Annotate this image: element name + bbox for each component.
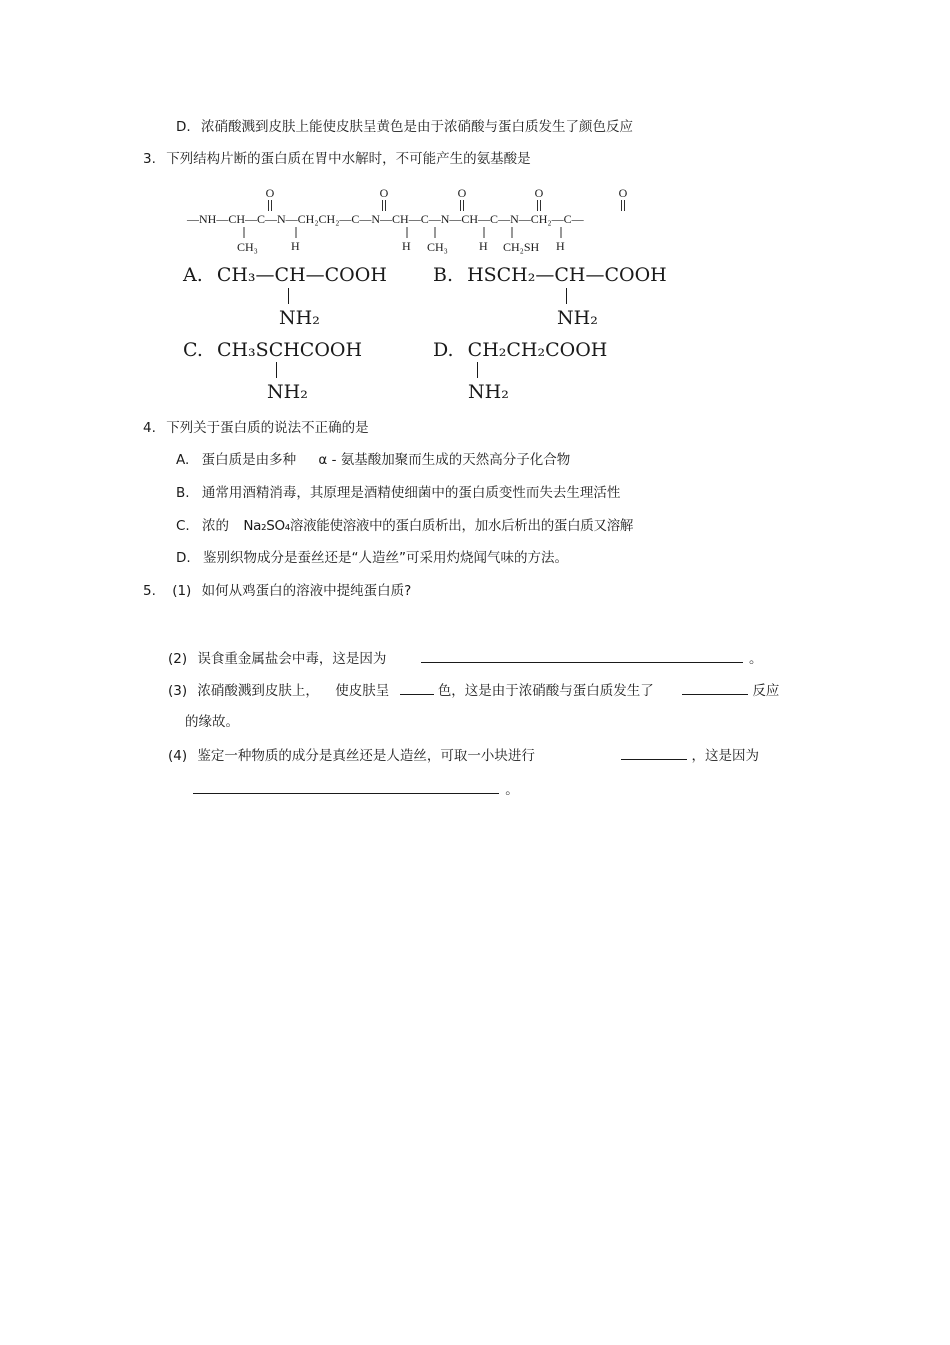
svg-text:O: O: [379, 186, 389, 200]
bond-line: [477, 362, 478, 378]
option-letter: A.: [183, 264, 203, 286]
formula-main: CH₃—CH—COOH: [216, 264, 387, 286]
svg-text:H: H: [479, 239, 488, 253]
q4-option-a: [176, 451, 570, 469]
part-number: (2): [168, 651, 188, 667]
sentence-end: 。: [505, 782, 519, 798]
part-text: 浓硝酸溅到皮肤上，: [197, 683, 319, 699]
option-letter: B.: [176, 485, 190, 501]
question-text: 下列关于蛋白质的说法不正确的是: [166, 420, 369, 436]
q3-option-b-sub: NH₂: [557, 307, 598, 329]
q3-option-a: [183, 263, 387, 287]
formula-main: HSCH₂—CH—COOH: [467, 264, 667, 286]
part-text-2: 使皮肤呈: [335, 683, 390, 699]
option-letter: C.: [176, 518, 190, 534]
part-text-4: 反应: [752, 683, 780, 699]
part-number: (3): [168, 683, 188, 699]
part-text-3: 色，这是由于浓硝酸与蛋白质发生了: [437, 683, 654, 699]
part-number: (4): [168, 748, 188, 764]
option-text: 浓硝酸溅到皮肤上能使皮肤呈黄色是由于浓硝酸与蛋白质发生了颜色反应: [200, 119, 633, 135]
svg-text:—NH—CH—C—N—CH₂CH₂—C—N—CH—C—N—C: —NH—CH—C—N—CH₂CH₂—C—N—CH—C—N—CH—C—N—CH₂—C—: [187, 212, 584, 226]
option-letter: D.: [176, 119, 191, 135]
question-3-stem: [143, 150, 531, 168]
part-text: 误食重金属盐会中毒，这是因为: [197, 651, 387, 667]
bond-line: [566, 288, 567, 304]
svg-text:CH₃: CH₃: [237, 240, 258, 254]
bond-line: [288, 288, 289, 304]
option-letter: C.: [183, 339, 203, 361]
svg-text:O: O: [534, 186, 544, 200]
answer-blank-method[interactable]: [621, 745, 687, 760]
svg-text:H: H: [556, 239, 565, 253]
svg-text:CH₂SH: CH₂SH: [503, 240, 540, 254]
part-number: (1): [172, 583, 192, 599]
option-text: 浓的: [202, 518, 230, 534]
option-letter: A.: [176, 452, 190, 468]
bond-line: [276, 362, 277, 378]
q3-option-b: [433, 263, 667, 287]
question-5-part-4: [168, 745, 759, 765]
option-text-cont: α - 氨基酸加聚而生成的天然高分子化合物: [318, 452, 571, 468]
part-text-2: ，这是因为: [691, 748, 760, 764]
svg-text:H: H: [291, 239, 300, 253]
question-text: 下列结构片断的蛋白质在胃中水解时，不可能产生的氨基酸是: [166, 151, 531, 167]
option-text-cont: Na₂SO₄溶液能使溶液中的蛋白质析出，加水后析出的蛋白质又溶解: [243, 518, 634, 534]
q3-option-d: [433, 338, 607, 362]
question-number: 5.: [143, 583, 156, 599]
answer-blank-reaction[interactable]: [682, 680, 748, 695]
svg-text:O: O: [618, 186, 628, 200]
question-5-part-3-cont: 的缘故。: [185, 714, 239, 730]
svg-text:H: H: [402, 239, 411, 253]
svg-text:O: O: [457, 186, 467, 200]
q3-option-d-sub: NH₂: [468, 381, 509, 403]
option-letter: B.: [433, 264, 454, 286]
option-letter: D.: [176, 550, 191, 566]
question-4-stem: [143, 419, 369, 437]
svg-text:CH₃: CH₃: [427, 240, 448, 254]
option-text: 通常用酒精消毒，其原理是酒精使细菌中的蛋白质变性而失去生理活性: [201, 485, 621, 501]
answer-blank[interactable]: [421, 648, 743, 663]
question-5-part-3: [168, 680, 779, 700]
option-letter: D.: [433, 339, 454, 361]
option-text: 蛋白质是由多种: [201, 452, 297, 468]
q3-option-a-sub: NH₂: [279, 307, 320, 329]
answer-blank-reason[interactable]: [193, 779, 499, 794]
formula-main: CH₂CH₂COOH: [467, 339, 608, 361]
option-text: 鉴别织物成分是蚕丝还是“人造丝”可采用灼烧闻气味的方法。: [202, 550, 568, 566]
part-text: 鉴定一种物质的成分是真丝还是人造丝，可取一小块进行: [197, 748, 535, 764]
q3-option-c-sub: NH₂: [267, 381, 308, 403]
svg-text:O: O: [265, 186, 275, 200]
question-5-part-1: [143, 582, 411, 600]
q4-option-b: [176, 484, 620, 502]
question-number: 4.: [143, 420, 156, 436]
answer-blank-color[interactable]: [400, 680, 434, 695]
sentence-end: 。: [749, 651, 763, 667]
part-text: 如何从鸡蛋白的溶液中提纯蛋白质?: [201, 583, 412, 599]
question-number: 3.: [143, 151, 156, 167]
question-5-part-2: [168, 648, 763, 668]
protein-fragment-structure: [185, 182, 655, 257]
formula-main: CH₃SCHCOOH: [216, 339, 363, 361]
q4-option-d: [176, 549, 568, 567]
q3-option-c: [183, 338, 362, 362]
q4-option-c: [176, 517, 633, 535]
q2-option-d: [176, 118, 633, 136]
question-5-part-4-cont: [193, 779, 519, 799]
